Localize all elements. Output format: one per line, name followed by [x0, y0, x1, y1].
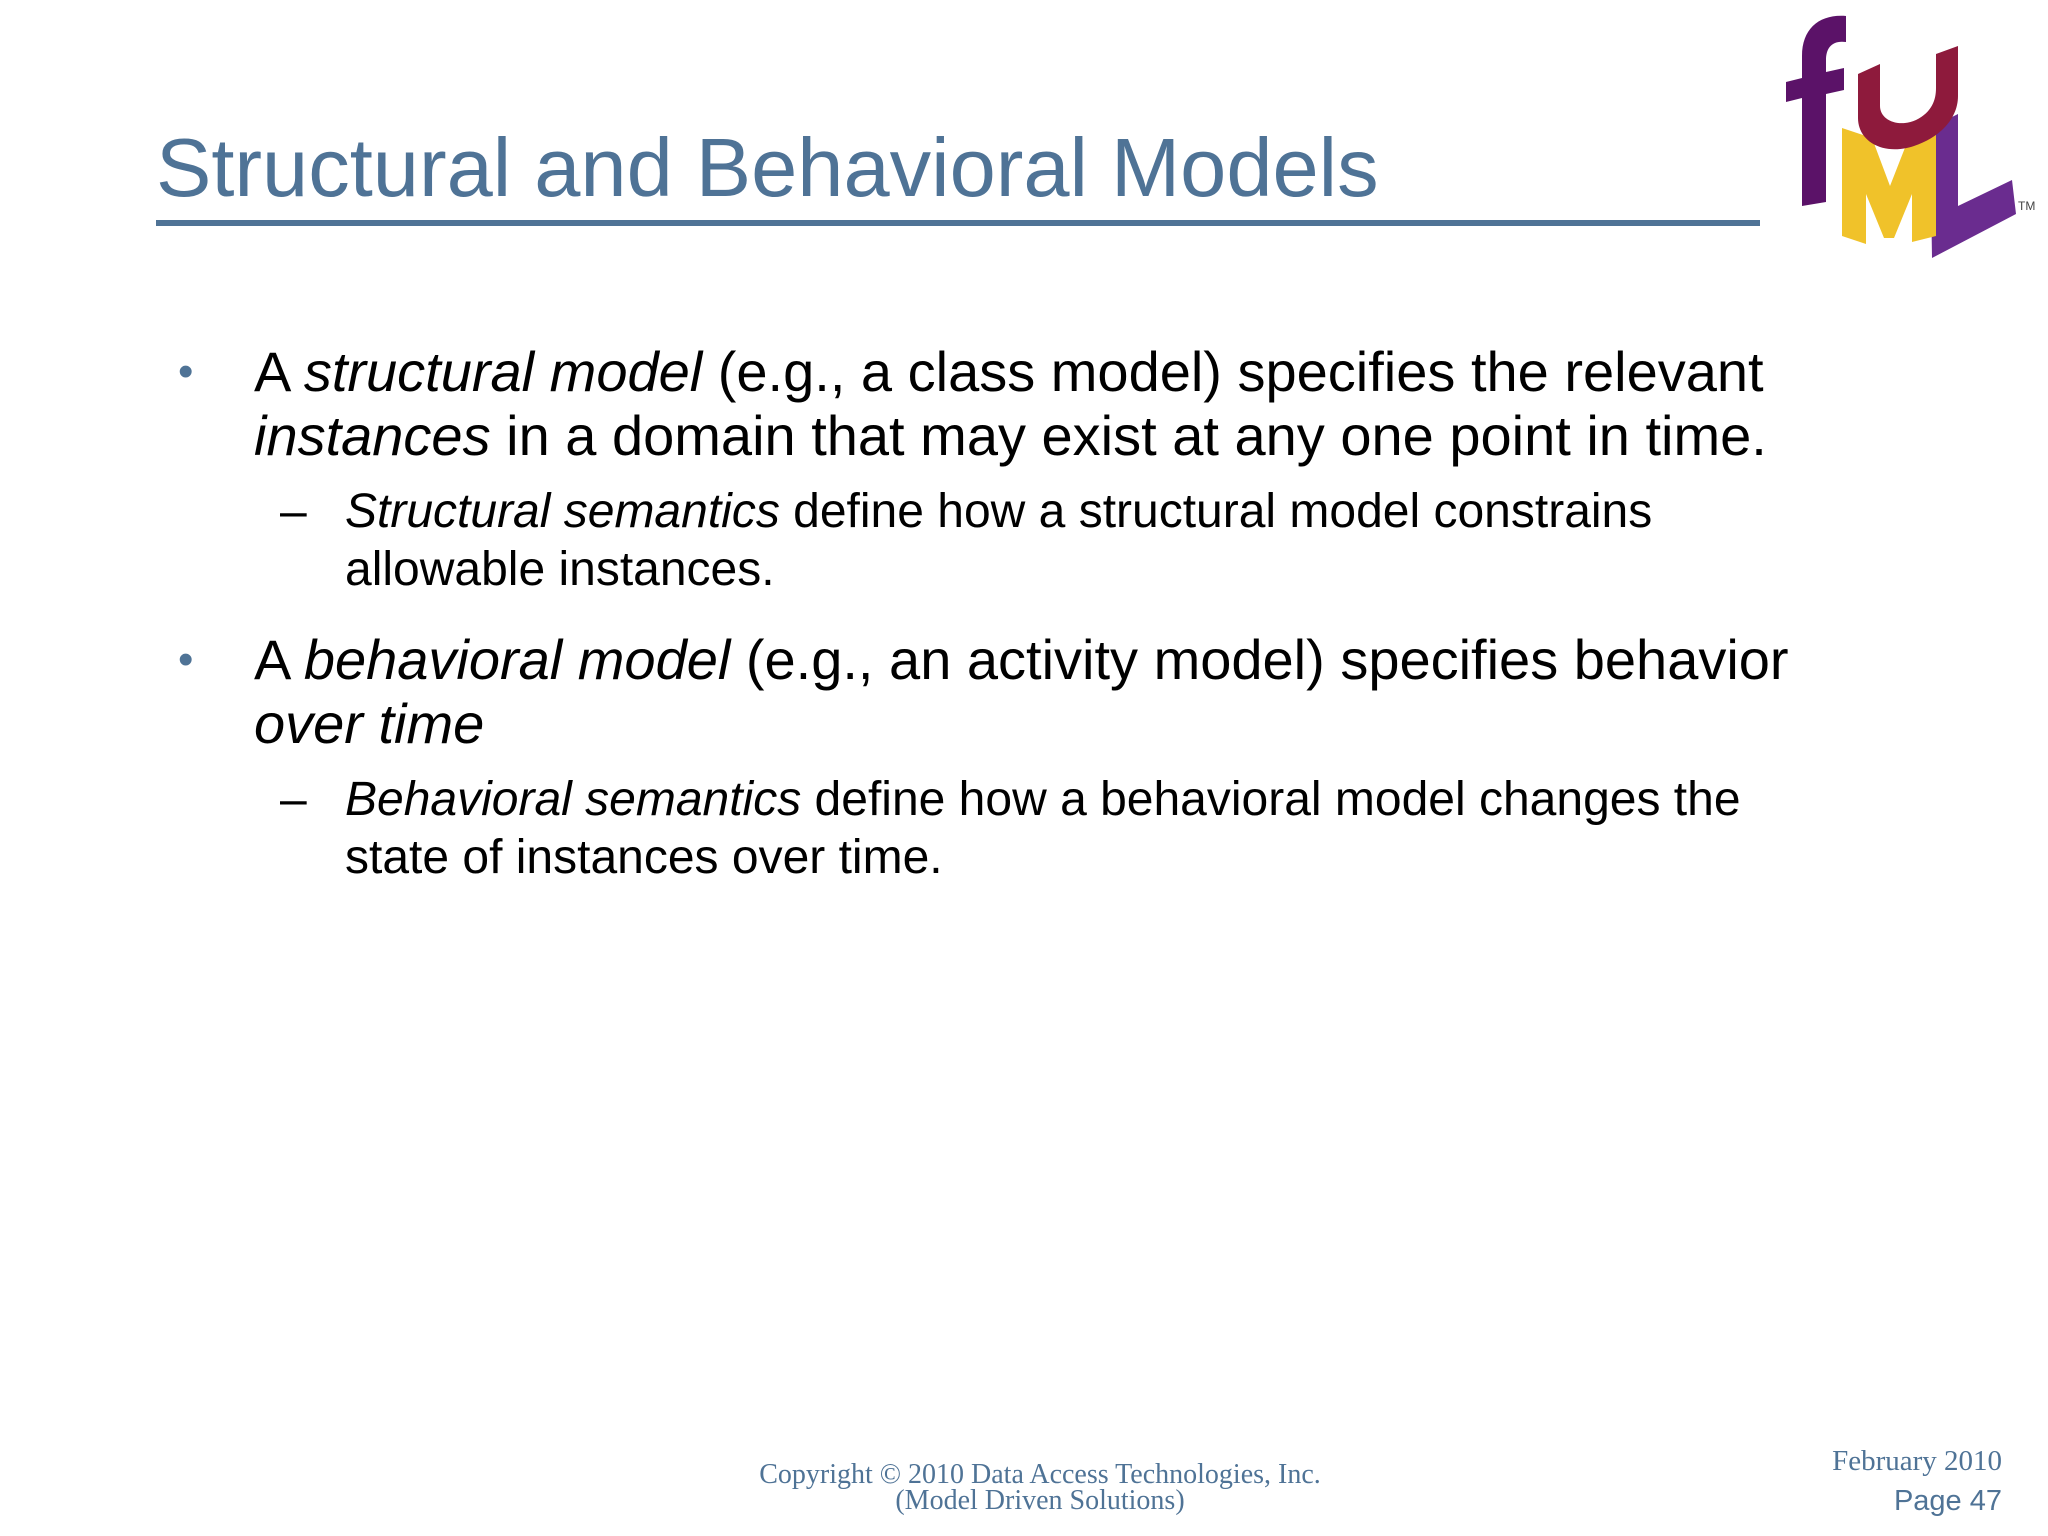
bullet-1-line2-emphasis: instances — [254, 404, 491, 467]
bullet-2-line-1 — [254, 628, 1874, 692]
sub-bullet-marker: – — [280, 773, 307, 826]
sub-bullet-1-emphasis: Structural semantics — [345, 485, 780, 538]
bullet-marker: • — [178, 635, 194, 684]
sub-bullet-1-line-2: allowable instances. — [345, 543, 775, 596]
sub-bullet-2-rest: define how a behavioral model changes the — [801, 773, 1741, 826]
bullet-1-line-2 — [254, 404, 1874, 468]
bullet-1-rest: (e.g., a class model) specifies the relevant — [702, 340, 1764, 403]
bullet-1-pre: A — [254, 340, 304, 403]
bullet-2-line2-emphasis: over time — [254, 692, 485, 755]
sub-bullet-1-rest: define how a structural model constrains — [779, 485, 1653, 538]
bullet-1-line2-rest: in a domain that may exist at any one point in time. — [490, 404, 1767, 467]
sub-bullet-2-line-2: state of instances over time. — [345, 831, 943, 884]
footer-date: February 2010 — [1832, 1445, 2002, 1477]
bullet-2-pre: A — [254, 628, 304, 691]
footer-page-number: Page 47 — [1893, 1485, 2002, 1517]
footer-copyright-line-2: (Model Driven Solutions) — [895, 1485, 1185, 1516]
bullet-2-line-2 — [254, 692, 1874, 756]
slide-title: Structural and Behavioral Models — [156, 121, 1379, 214]
bullet-marker: • — [178, 347, 194, 396]
footer-copyright-line-1: Copyright © 2010 Data Access Technologies, Inc. — [759, 1459, 1321, 1490]
sub-bullet-marker: – — [280, 485, 307, 538]
footer-copyright — [700, 1459, 1380, 1516]
bullet-1-emphasis: structural model — [303, 340, 703, 403]
sub-bullet-2-line-1 — [345, 771, 1905, 829]
bullet-1-line-1 — [254, 340, 1874, 404]
logo-trademark: TM — [2018, 199, 2036, 213]
sub-bullet-1-line-1 — [345, 483, 1905, 541]
bullet-2-rest: (e.g., an activity model) specifies behavior — [730, 628, 1789, 691]
bullet-2-emphasis: behavioral model — [303, 628, 731, 691]
sub-bullet-2-emphasis: Behavioral semantics — [345, 773, 802, 826]
